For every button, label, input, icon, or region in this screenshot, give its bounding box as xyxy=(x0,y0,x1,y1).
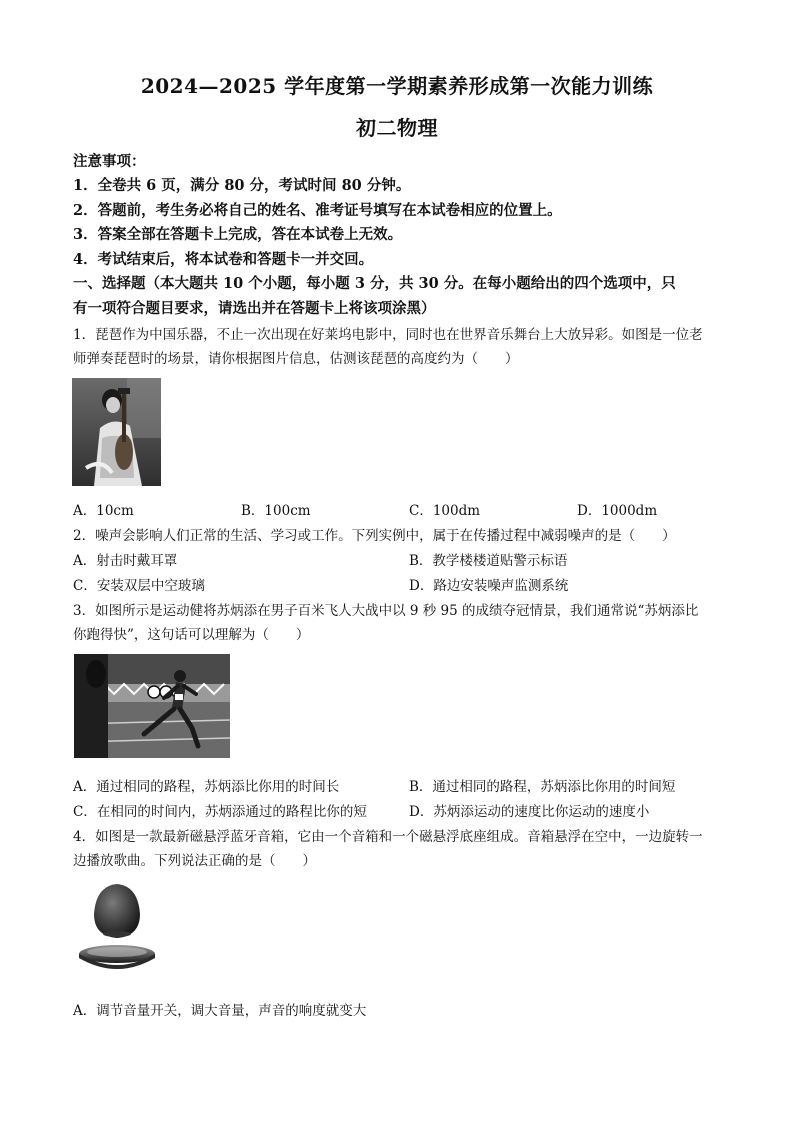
note-item: 1．全卷共 6 页，满分 80 分，考试时间 80 分钟。 xyxy=(73,177,411,194)
question-3-stem: 你跑得快”，这句话可以理解为（ ） xyxy=(73,627,310,643)
question-1-option-c: C．100dm xyxy=(409,503,481,519)
question-3-stem: 3．如图所示是运动健将苏炳添在男子百米飞人大战中以 9 秒 95 的成绩夺冠情景，我们通常说“苏炳添比 xyxy=(73,603,699,619)
question-1-option-d: D．1000dm xyxy=(577,503,658,519)
note-item: 2．答题前，考生务必将自己的姓名、准考证号填写在本试卷相应的位置上。 xyxy=(73,202,562,219)
exam-subject: 初二物理 xyxy=(356,116,438,140)
note-item: 4．考试结束后，将本试卷和答题卡一并交回。 xyxy=(73,251,374,268)
exam-title: 2024—2025 学年度第一学期素养形成第一次能力训练 xyxy=(140,74,654,98)
section-heading: 一、选择题（本大题共 10 个小题，每小题 3 分，共 30 分。在每小题给出的四个选项中，只 xyxy=(73,275,676,292)
question-1-option-a: A．10cm xyxy=(73,503,134,519)
question-1-stem: 1．琵琶作为中国乐器，不止一次出现在好莱坞电影中，同时也在世界音乐舞台上大放异彩。如图是一位老 xyxy=(73,327,703,343)
pipa-player-photo xyxy=(72,378,161,486)
levitating-speaker-photo xyxy=(74,880,160,978)
question-4-option-a: A．调节音量开关，调大音量，声音的响度就变大 xyxy=(73,1003,367,1019)
question-1-stem: 师弹奏琵琶时的场景，请你根据图片信息，估测该琵琶的高度约为（ ） xyxy=(73,351,519,367)
question-4-stem: 4．如图是一款最新磁悬浮蓝牙音箱，它由一个音箱和一个磁悬浮底座组成。音箱悬浮在空中，一边旋转一 xyxy=(73,829,703,845)
question-2-option-c: C．安装双层中空玻璃 xyxy=(73,578,205,594)
question-2-stem: 2．噪声会影响人们正常的生活、学习或工作。下列实例中，属于在传播过程中减弱噪声的是（ ） xyxy=(73,528,676,544)
sprinter-photo xyxy=(74,654,230,758)
question-3-option-a: A．通过相同的路程，苏炳添比你用的时间长 xyxy=(73,779,340,795)
question-3-option-d: D．苏炳添运动的速度比你运动的速度小 xyxy=(409,804,650,820)
question-2-option-a: A．射击时戴耳罩 xyxy=(73,553,178,569)
notes-heading: 注意事项： xyxy=(73,153,146,170)
question-3-option-b: B．通过相同的路程，苏炳添比你用的时间短 xyxy=(409,779,676,795)
question-1-option-b: B．100cm xyxy=(241,503,311,519)
note-item: 3．答案全部在答题卡上完成，答在本试卷上无效。 xyxy=(73,226,403,243)
question-4-stem: 边播放歌曲。下列说法正确的是（ ） xyxy=(73,853,316,869)
question-2-option-d: D．路边安装噪声监测系统 xyxy=(409,578,569,594)
question-2-option-b: B．教学楼楼道贴警示标语 xyxy=(409,553,568,569)
question-3-option-c: C．在相同的时间内，苏炳添通过的路程比你的短 xyxy=(73,804,367,820)
section-heading: 有一项符合题目要求，请选出并在答题卡上将该项涂黑） xyxy=(73,300,436,317)
